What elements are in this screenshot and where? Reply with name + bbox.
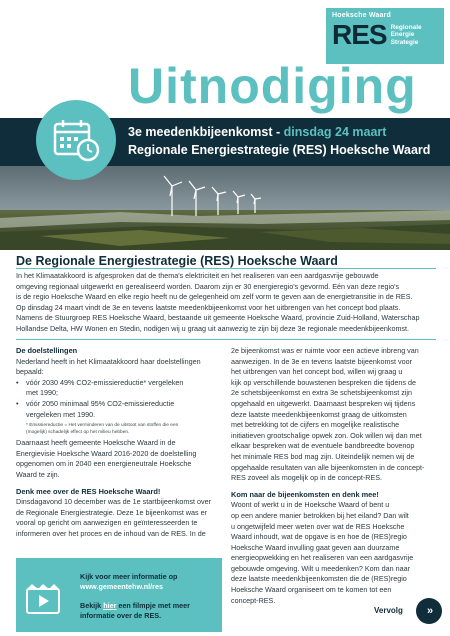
right-column: 2e bijeenkomst was er ruimte voor een actieve inbreng van aanwezigen. In de 3e en tevens laatste bijeenkomst voor het uitbrengen van het concept bod, willen wij graag u kijk op verschillende bouwstenen bespreken die tijdens de 2e schetsbijeenkomst en extra 3e schetsbijeenkomst zijn opgehaald en uitgewerkt. Daarnaast bespreken wij tijdens deze laatste meedenkbijeenkomst graag de uitkomsten met betrekking tot de cijfers en mogelijke realistische initiatieven grootschalige opwek zon. Ook willen wij dan met elkaar bespreken wat de eventuele bandbreedte bovenop het minimale RES bod mag zijn. Uiteindelijk nemen wij de opgehaalde resultaten van alle bijeenkomsten in de concept- RES zoveel als mogelijk op in de concept-RES. Kom naar de bijeenkomsten en denk mee! Woont of werkt u in de Hoeksche Waard of bent u op een andere manier betrokken bij het eiland? Dan wilt u ongetwijfeld meer weten over wat de RES Hoeksche Waard inhoudt, wat de opgave is en hoe de (RES)regio Hoeksche Waard invulling gaat geven aan duurzame energieopwekking en het realiseren van een aardgasvrije gebouwde omgeving. Wilt u meedenken? Kom dan naar deze laatste meedenkbijeenkomsten die de (RES)regio Hoeksche Waard organiseert om te komen tot een concept-RES. [231,346,439,606]
banner-line-2: Regionale Energiestrategie (RES) Hoeksche Waard [128,143,431,157]
calendar-clock-icon [36,100,116,180]
heading-divider [16,268,436,269]
logo-res-text: RES [332,19,387,50]
res-logo [326,8,444,64]
video-text: Bekijk hier een filmpje met meer informatie over de RES. [80,601,190,621]
info-text: Kijk voor meer informatie op www.gemeentehw.nl/res [80,572,178,592]
footnote: * Emissiereductie = Het verminderen van de uitstoot van stoffen die een (mogelijk) schadelijk effect op het milieu hebben. [26,423,179,436]
logo-region: Hoeksche Waard [332,12,391,19]
intro-divider [16,339,436,340]
page-title: Uitnodiging [128,58,417,114]
list-item: • vóór 2050 minimaal 95% CO2-emissiereductie vergeleken met 1990. [16,398,175,419]
info-box [16,558,222,632]
website-link[interactable]: www.gemeentehw.nl/res [80,582,163,592]
doelstellingen-heading: De doelstellingen [16,346,78,355]
section-heading: De Regionale Energiestrategie (RES) Hoeksche Waard [16,254,338,268]
vervolg-label[interactable]: Vervolg [374,606,403,615]
video-link[interactable]: hier [103,601,117,610]
event-date: dinsdag 24 maart [283,125,387,139]
left-column: De doelstellingen Nederland heeft in het Klimaatakkoord haar doelstellingen bepaald: • vóór 2030 49% CO2-emissiereductie* vergeleken met 1990; • vóór 2050 minimaal 95% CO2-emissiereductie vergeleken met 1990. * Emissiereductie = Het verminderen van de uitstoot van stoffen die een (mogelijk) schadelijk effect op het milieu hebben. Daarnaast heeft gemeente Hoeksche Waard in de Energievisie Hoeksche Waard 2016-2020 de doelstelling opgenomen om in 2040 een energieneutrale Hoeksche Waard te zijn. Denk mee over de RES Hoeksche Waard! Dinsdagavond 10 december was de 1e startbijeenkomst over de Regionale Energiestrategie. Deze 1e bijeenkomst was er vooral op gericht om aanwezigen en geïnteresseerden te informeren over het proces en de inhoud van de RES. In de [16,346,216,540]
banner-line-1: 3e meedenkbijeenkomst - dinsdag 24 maart [128,125,387,139]
kom-naar-heading: Kom naar de bijeenkomsten en denk mee! [231,489,379,499]
video-icon [26,584,58,616]
logo-subtitle: Regionale Energie Strategie [390,23,422,46]
list-item: • vóór 2030 49% CO2-emissiereductie* vergeleken met 1990; [16,377,184,398]
intro-paragraph: In het Klimaatakkoord is afgesproken dat de thema's elektriciteit en het realiseren van een aardgasvrije gebouwde omgeving regionaal uitgewerkt en gerealiseerd worden. Daarom zijn er 30 energieregio's gevormd. Eén van deze regio's is de regio Hoeksche Waard en elke regio heeft nu de gelegenheid om zelf vorm te geven aan de energietransitie in de RES. Op dinsdag 24 maart vindt de 3e en tevens laatste meedenkbijeenkomst voor het uitbrengen van het concept bod plaats. Namens de Stuurgroep RES Hoeksche Waard, bestaande uit gemeente Hoeksche Waard, provincie Zuid-Holland, Waterschap Hollandse Delta, HW Wonen en Stedin, nodigen wij u graag uit aanwezig te zijn bij deze 3e regionale meedenkbijeenkomst. [16,271,420,333]
denk-mee-heading: Denk mee over de RES Hoeksche Waard! [16,486,161,496]
next-arrow-button[interactable]: » [416,598,442,624]
